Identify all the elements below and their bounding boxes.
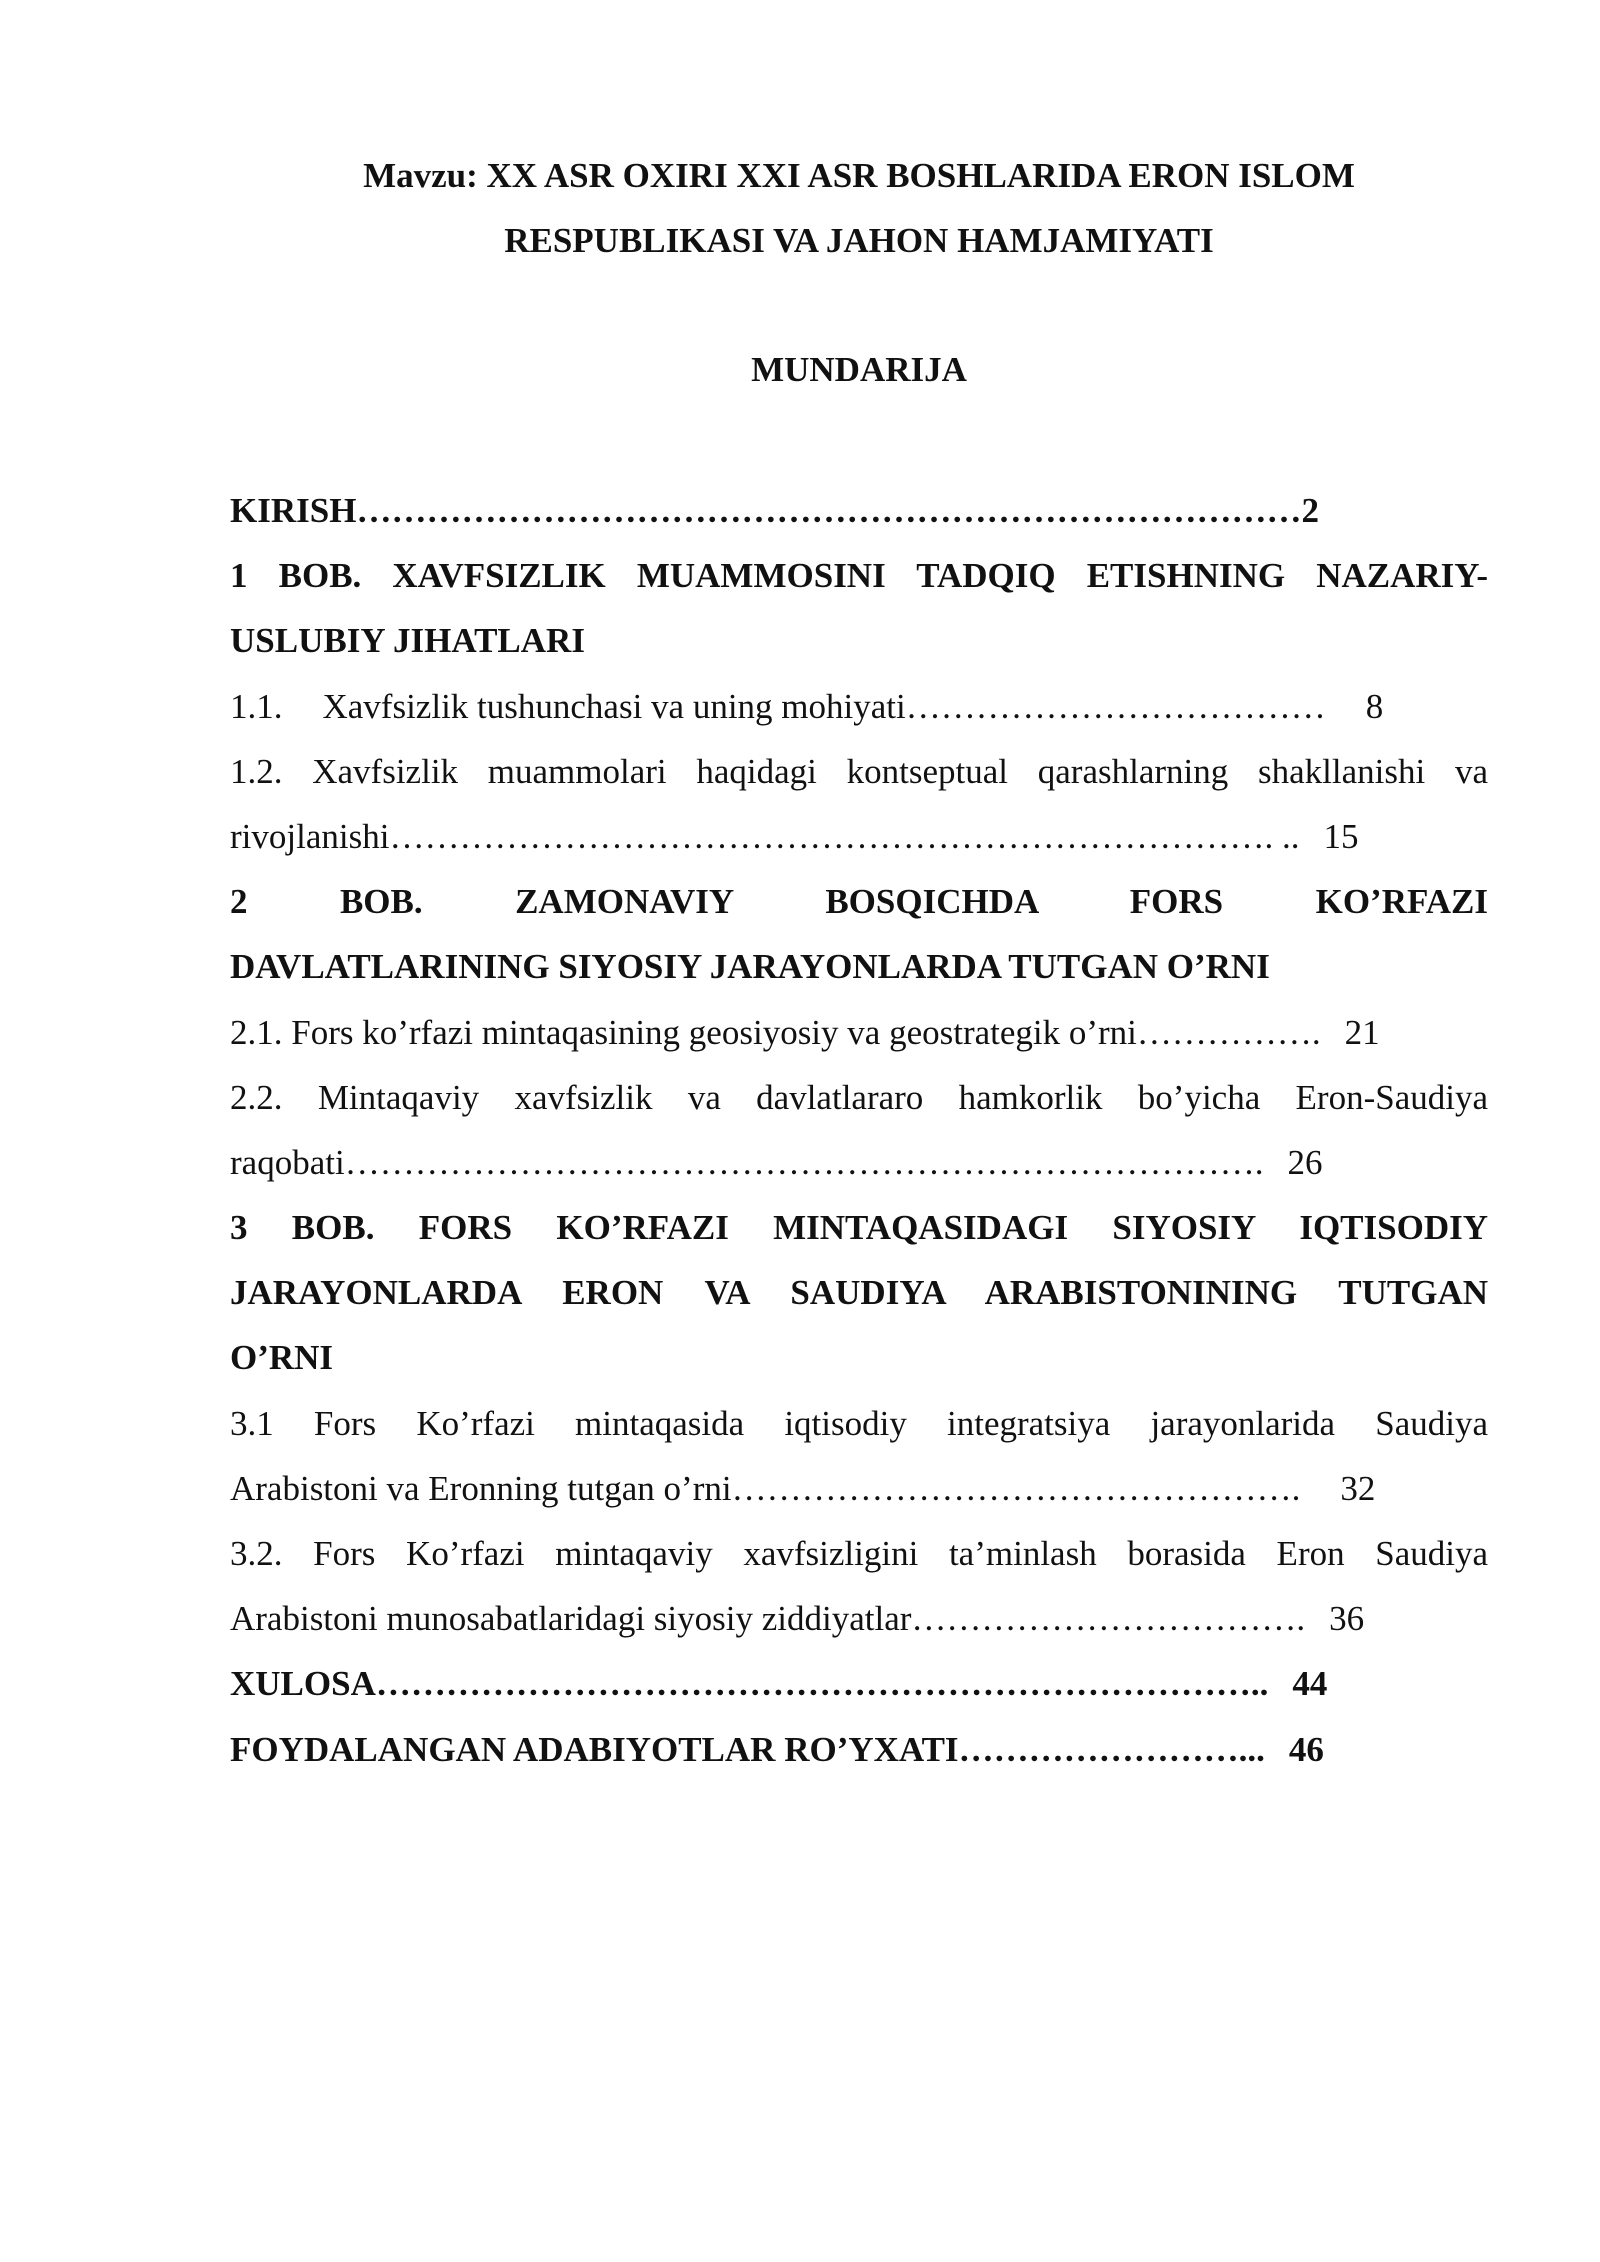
toc-leader-dots: ………………………………………………………………….. xyxy=(375,1664,1269,1704)
toc-entry-kirish xyxy=(230,478,1488,543)
toc-leader-dots: ……………………………………………………………………… xyxy=(356,491,1302,530)
toc-chapter-1-line-2: USLUBIY JIHATLARI xyxy=(230,621,585,661)
toc-label: Arabistoni munosabatlaridagi siyosiy ziddiyatlar xyxy=(230,1599,912,1639)
toc-chapter-3-line-1: 3 BOB. FORS KO’RFAZI MINTAQASIDAGI SIYOSIY IQTISODIY xyxy=(230,1208,1488,1248)
toc-label: FOYDALANGAN ADABIYOTLAR RO’YXATI xyxy=(230,1729,959,1769)
toc-leader-dots: ……………………………. xyxy=(911,1599,1306,1639)
toc-leader-dots: ……………. xyxy=(1136,1012,1321,1052)
toc-label: rivojlanishi xyxy=(230,816,390,856)
toc-page-number: 36 xyxy=(1329,1599,1365,1639)
toc-label: 2.1. Fors ko’rfazi mintaqasining geosiyosiy va geostrategik o’rni xyxy=(230,1012,1137,1052)
toc-page-number: 32 xyxy=(1340,1468,1376,1508)
toc-entry-3-2-line-1: 3.2. Fors Ko’rfazi mintaqaviy xavfsizligini ta’minlash borasida Eron Saudiya xyxy=(230,1534,1488,1573)
toc-label: Xavfsizlik tushunchasi va uning mohiyati xyxy=(322,686,906,726)
toc-entry-2-2-line-2 xyxy=(230,1130,1488,1195)
toc-label: XULOSA xyxy=(230,1664,376,1704)
table-of-contents xyxy=(230,478,1488,1782)
toc-entry-1-2-line-1: 1.2. Xavfsizlik muammolari haqidagi kontseptual qarashlarning shakllanishi va xyxy=(230,751,1488,791)
toc-label: raqobati xyxy=(230,1142,345,1182)
toc-entry-3-2-line-2 xyxy=(230,1586,1488,1651)
toc-entry-adabiyotlar xyxy=(230,1717,1488,1782)
toc-page-number: 44 xyxy=(1292,1664,1328,1704)
toc-leader-dots: …………………………………………………………………. .. xyxy=(389,816,1300,856)
toc-label: KIRISH xyxy=(230,491,357,530)
toc-leader-dots: ……………………………… xyxy=(905,686,1326,726)
toc-page-number: 2 xyxy=(1301,491,1319,530)
document-page xyxy=(230,0,1488,2262)
toc-entry-1-2-line-2 xyxy=(230,804,1488,869)
document-title-line-2: RESPUBLIKASI VA JAHON HAMJAMIYATI xyxy=(504,221,1214,260)
document-title-line-1: Mavzu: XX ASR OXIRI XXI ASR BOSHLARIDA ERON ISLOM xyxy=(363,156,1355,195)
toc-entry-3-1-line-2 xyxy=(230,1456,1488,1521)
toc-leader-dots: …………………………………………. xyxy=(731,1468,1301,1508)
toc-page-number: 15 xyxy=(1323,816,1359,856)
toc-entry-2-2-line-1: 2.2. Mintaqaviy xavfsizlik va davlatlararo hamkorlik bo’yicha Eron-Saudiya xyxy=(230,1077,1488,1117)
toc-leader-dots: ……………………... xyxy=(958,1729,1265,1769)
toc-page-number: 46 xyxy=(1288,1729,1324,1769)
toc-page-number: 26 xyxy=(1287,1142,1323,1182)
toc-section-number: 1.1. xyxy=(230,686,283,726)
toc-entry-1-1 xyxy=(230,674,1488,739)
toc-label: Arabistoni va Eronning tutgan o’rni xyxy=(230,1468,732,1508)
toc-entry-3-1-line-1: 3.1 Fors Ko’rfazi mintaqasida iqtisodiy integratsiya jarayonlarida Saudiya xyxy=(230,1403,1488,1443)
toc-chapter-2-line-2: DAVLATLARINING SIYOSIY JARAYONLARDA TUTGAN O’RNI xyxy=(230,947,1270,987)
toc-page-number: 8 xyxy=(1365,686,1384,726)
toc-leader-dots: ……………………………………………………………………. xyxy=(344,1142,1264,1182)
toc-chapter-1-line-1: 1 BOB. XAVFSIZLIK MUAMMOSINI TADQIQ ETISHNING NAZARIY- xyxy=(230,556,1488,596)
contents-heading: MUNDARIJA xyxy=(751,350,967,389)
toc-chapter-2-line-1: 2 BOB. ZAMONAVIY BOSQICHDA FORS KO’RFAZI xyxy=(230,882,1488,922)
toc-page-number: 21 xyxy=(1344,1012,1380,1052)
toc-chapter-3-line-3: O’RNI xyxy=(230,1338,334,1378)
toc-chapter-3-line-2: JARAYONLARDA ERON VA SAUDIYA ARABISTONINING TUTGAN xyxy=(230,1273,1488,1313)
toc-entry-2-1 xyxy=(230,1000,1488,1065)
toc-entry-xulosa xyxy=(230,1651,1488,1716)
